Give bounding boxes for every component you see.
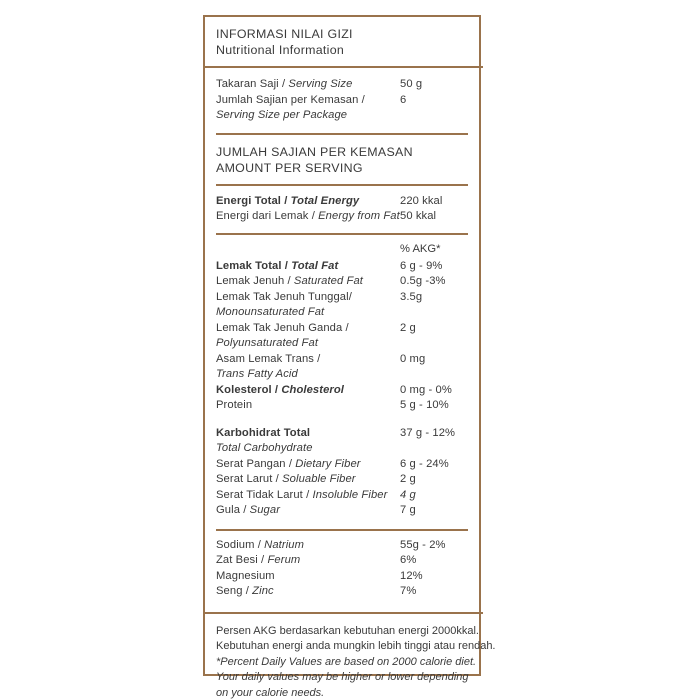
nutrition-facts-panel: [203, 15, 496, 699]
soluble-fiber-label: Serat Larut / Soluable Fiber: [216, 473, 356, 485]
footnote-english-line-3: on your calorie needs.: [216, 686, 325, 699]
soluble-fiber-value: 2 g: [400, 473, 416, 485]
footnote-indonesian-line-2: Kebutuhan energi anda mungkin lebih tinggi atau rendah.: [216, 640, 496, 652]
table-row: [216, 398, 468, 414]
sugar-value: 7 g: [400, 504, 416, 516]
akg-header-row: [216, 235, 468, 257]
footnote-english-line-1: *Percent Daily Values are based on 2000 calorie diet.: [216, 655, 477, 668]
polyunsaturated-fat-label-english: Polyunsaturated Fat: [216, 337, 319, 349]
dietary-fiber-value: 6 g - 24%: [400, 457, 449, 470]
table-row: [216, 553, 468, 569]
total-fat-value: 6 g - 9%: [400, 259, 443, 272]
table-row: [216, 259, 468, 275]
trans-fat-label-english: Trans Fatty Acid: [216, 368, 298, 380]
table-row: [216, 290, 468, 306]
magnesium-value: 12%: [400, 569, 423, 582]
iron-value: 6%: [400, 554, 417, 566]
table-row: [216, 367, 468, 383]
table-row: [216, 441, 468, 457]
saturated-fat-label: Lemak Jenuh / Saturated Fat: [216, 275, 363, 287]
table-row: [216, 352, 468, 368]
table-row: [216, 538, 468, 554]
cholesterol-value: 0 mg - 0%: [400, 383, 452, 396]
table-row: [216, 336, 468, 352]
table-row: [216, 457, 468, 473]
title-english: Nutritional Information: [216, 43, 345, 57]
serving-size-label: Takaran Saji / Serving Size: [216, 78, 353, 90]
total-carbohydrate-label: Karbohidrat Total: [216, 426, 311, 439]
polyunsaturated-fat-value: 2 g: [400, 321, 416, 334]
table-row: [216, 383, 468, 399]
table-row: [216, 488, 468, 504]
insoluble-fiber-value: 4 g: [400, 488, 416, 501]
fat-section: [216, 257, 468, 414]
gap-before-minerals: [216, 519, 468, 529]
monounsaturated-fat-value: 3.5g: [400, 290, 423, 303]
magnesium-label: Magnesium: [216, 569, 275, 582]
protein-label: Protein: [216, 399, 253, 411]
table-row: [216, 305, 468, 321]
cholesterol-label: Kolesterol / Cholesterol: [216, 383, 344, 396]
energy-from-fat-value: 50 kkal: [400, 210, 437, 222]
sodium-label: Sodium / Natrium: [216, 538, 305, 551]
amount-per-serving-english: AMOUNT PER SERVING: [216, 160, 363, 175]
header-section: [216, 17, 468, 66]
table-row: [216, 569, 468, 585]
zinc-value: 7%: [400, 585, 417, 597]
monounsaturated-fat-label-english: Monounsaturated Fat: [216, 306, 325, 318]
total-carbohydrate-label-english: Total Carbohydrate: [216, 442, 313, 454]
insoluble-fiber-label: Serat Tidak Larut / Insoluble Fiber: [216, 488, 388, 501]
table-row: [216, 194, 468, 210]
serving-size-section: [216, 68, 468, 133]
dietary-fiber-label: Serat Pangan / Dietary Fiber: [216, 457, 361, 470]
monounsaturated-fat-label: Lemak Tak Jenuh Tunggal/: [216, 290, 352, 303]
table-row: [216, 108, 468, 124]
servings-per-package-label: Jumlah Sajian per Kemasan /: [216, 93, 365, 106]
table-row: [216, 472, 468, 488]
trans-fat-label: Asam Lemak Trans /: [216, 352, 321, 365]
divider-above-footnote: [205, 612, 483, 614]
sodium-value: 55g - 2%: [400, 538, 446, 551]
total-energy-label: Energi Total / Total Energy: [216, 194, 360, 207]
sugar-label: Gula / Sugar: [216, 504, 281, 516]
akg-header-label: % AKG*: [400, 242, 441, 255]
servings-per-package-value: 6: [400, 93, 407, 106]
total-carbohydrate-value: 37 g - 12%: [400, 426, 456, 439]
total-fat-label: Lemak Total / Total Fat: [216, 259, 339, 272]
energy-section: [216, 186, 468, 233]
table-row: [216, 274, 468, 290]
table-row: [216, 503, 468, 519]
polyunsaturated-fat-label: Lemak Tak Jenuh Ganda /: [216, 321, 349, 334]
table-row: [216, 584, 468, 600]
footnote-section: [216, 614, 496, 700]
energy-from-fat-label: Energi dari Lemak / Energy from Fat: [216, 210, 400, 222]
divider-under-header: [205, 66, 483, 68]
footnote-english-line-2: Your daily values may be higher or lower depending: [216, 671, 469, 683]
trans-fat-value: 0 mg: [400, 352, 426, 365]
saturated-fat-value: 0.5g -3%: [400, 275, 446, 287]
table-row: [216, 426, 468, 442]
amount-per-serving-heading: [216, 135, 468, 184]
title-indonesian: INFORMASI NILAI GIZI: [216, 27, 353, 41]
iron-label: Zat Besi / Ferum: [216, 554, 301, 566]
table-row: [216, 321, 468, 337]
minerals-section: [216, 531, 468, 600]
table-row: [216, 93, 468, 109]
table-row: [216, 77, 468, 93]
protein-value: 5 g - 10%: [400, 399, 449, 411]
total-energy-value: 220 kkal: [400, 194, 443, 207]
table-row: [216, 209, 468, 225]
serving-size-value: 50 g: [400, 78, 423, 90]
zinc-label: Seng / Zinc: [216, 585, 274, 597]
footnote-indonesian-line-1: Persen AKG berdasarkan kebutuhan energi 2000kkal.: [216, 624, 479, 637]
gap-before-footnote: [216, 600, 468, 612]
servings-per-package-label-english: Serving Size per Package: [216, 109, 348, 121]
carbohydrate-section: [216, 426, 468, 519]
amount-per-serving-indonesian: JUMLAH SAJIAN PER KEMASAN: [216, 144, 413, 159]
gap-before-carbs: [216, 414, 468, 426]
